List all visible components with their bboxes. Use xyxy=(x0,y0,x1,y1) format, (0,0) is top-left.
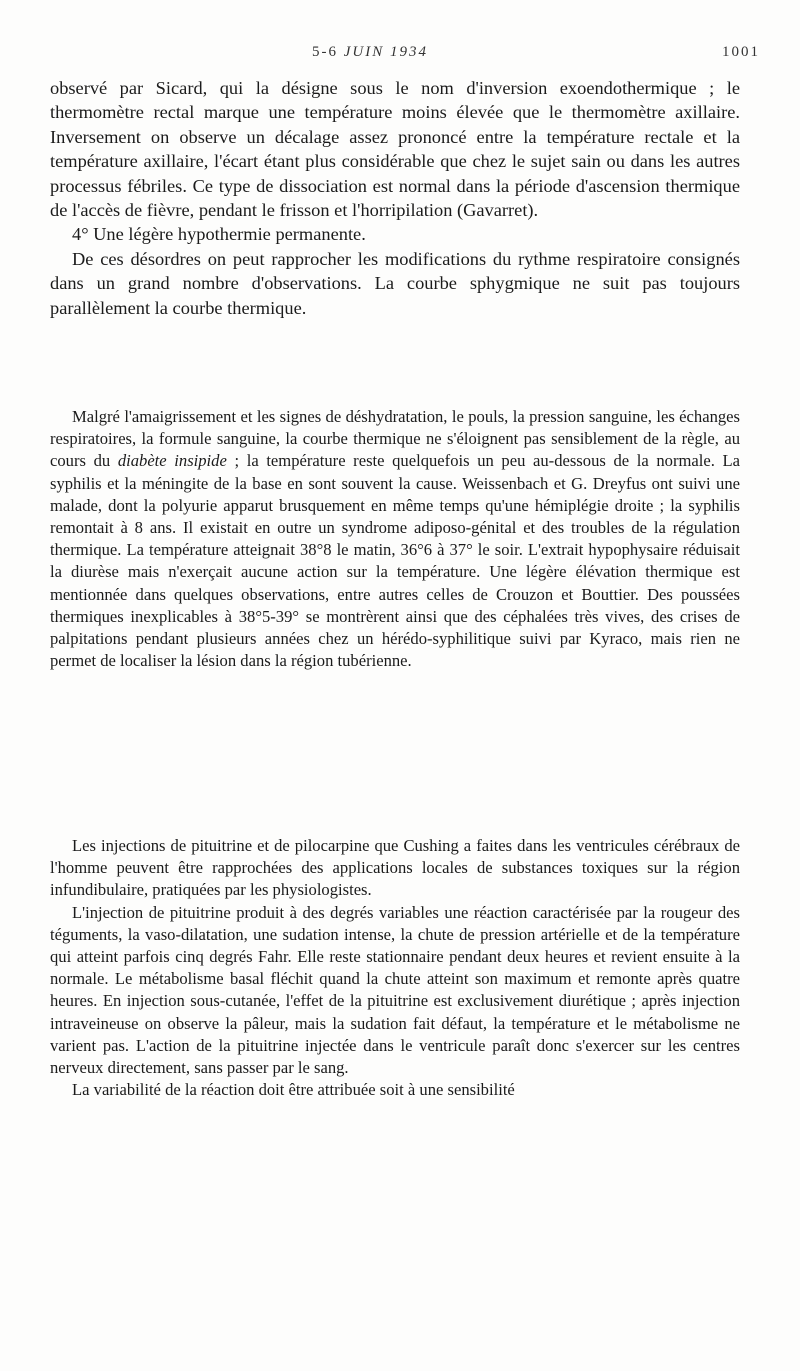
header-date xyxy=(312,44,428,61)
header-date-month-year: JUIN 1934 xyxy=(343,44,428,60)
text-run: ; la température reste quelquefois un peu au-dessous de la normale. La syphilis et la méningite de la base en sont souvent la cause. Weissenbach et G. Dreyfus ont suivi une malade, dont la polyurie apparut brusquement en même temps qu'une hémiplégie droite ; la syphilis remontait à 8 ans. Il existait en outre un syndrome adiposo-génital et des troubles de la régulation thermique. La température atteignait 38°8 le matin, 36°6 à 37° le soir. L'extrait hypophysaire réduisait la diurèse mais n'exerçait aucune action sur la température. Une légère élévation thermique est mentionnée dans quelques observations, entre autres celles de Crouzon et Bouttier. Des poussées thermiques inexplicables à 38°5-39° se montrèrent ainsi que des céphalées très vives, des crises de palpitations pendant plusieurs années chez un hérédo-syphilitique suivi par Kyraco, mais rien ne permet de localiser la lésion dans la région tubérienne. xyxy=(50,451,740,671)
header-date-day: 5-6 xyxy=(312,44,338,60)
page-number: 1001 xyxy=(722,44,760,60)
running-header xyxy=(0,44,800,66)
text-run: Malgré l'amaigrissement et les signes de déshydratation, le pouls, la pression sanguine, les échanges respiratoires, la formule sanguine, la courbe thermique ne s'éloignent pas sensiblement de la règle, au cours du xyxy=(50,407,740,471)
paragraph-hypothermia: 4° Une légère hypothermie permanente. xyxy=(72,224,366,245)
paragraph-respiratory-rhythm: De ces désordres on peut rapprocher les modifications du rythme respiratoire consignés dans un grand nombre d'observations. La courbe sphygmique ne suit pas toujours parallèlement la courbe thermique. xyxy=(50,248,740,318)
italic-term: diabète insipide xyxy=(117,451,227,471)
section-diabetes-insipidus xyxy=(50,406,740,672)
paragraph-diabetes-insipidus xyxy=(50,406,740,672)
paragraph-cushing-injections: Les injections de pituitrine et de pilocarpine que Cushing a faites dans les ventricules cérébraux de l'homme peuvent être rapprochées des applications locales de substances toxiques sur la région infundibulaire, pratiquées par les physiologistes. xyxy=(50,836,740,900)
paragraph-pituitrin-reaction: L'injection de pituitrine produit à des degrés variables une réaction caractérisée par la rougeur des téguments, la vaso-dilatation, une sudation intense, la chute de pression artérielle et de la température qui atteint parfois cinq degrés Fahr. Elle reste stationnaire pendant deux heures et revient ensuite à la normale. Le métabolisme basal fléchit quand la chute atteint son maximum et remonte après quatre heures. En injection sous-cutanée, l'effet de la pituitrine est exclusivement diurétique ; après injection intraveineuse on observe la pâleur, mais la sudation fait défaut, la température et le métabolisme ne varient pas. L'action de la pituitrine injectée dans le ventricule paraît donc s'exercer sur les centres nerveux directement, sans passer par le sang. xyxy=(50,902,740,1078)
paragraph-inversion: observé par Sicard, qui la désigne sous le nom d'inversion exoendothermique ; le thermomètre rectal marque une température moins élevée que le thermomètre axillaire. Inversement on observe un décalage assez prononcé entre la température rectale et la température axillaire, l'écart étant plus considérable que chez le sujet sain ou dans les autres processus fébriles. Ce type de dissociation est normal dans la période d'ascension thermique de l'accès de fièvre, pendant le frisson et l'horripilation (Gavarret). xyxy=(50,78,740,221)
section-hyperthermia-continuation xyxy=(50,76,740,320)
paragraph-variability: La variabilité de la réaction doit être attribuée soit à une sensibilité xyxy=(72,1080,515,1100)
section-pituitrin-injections xyxy=(50,835,740,1101)
